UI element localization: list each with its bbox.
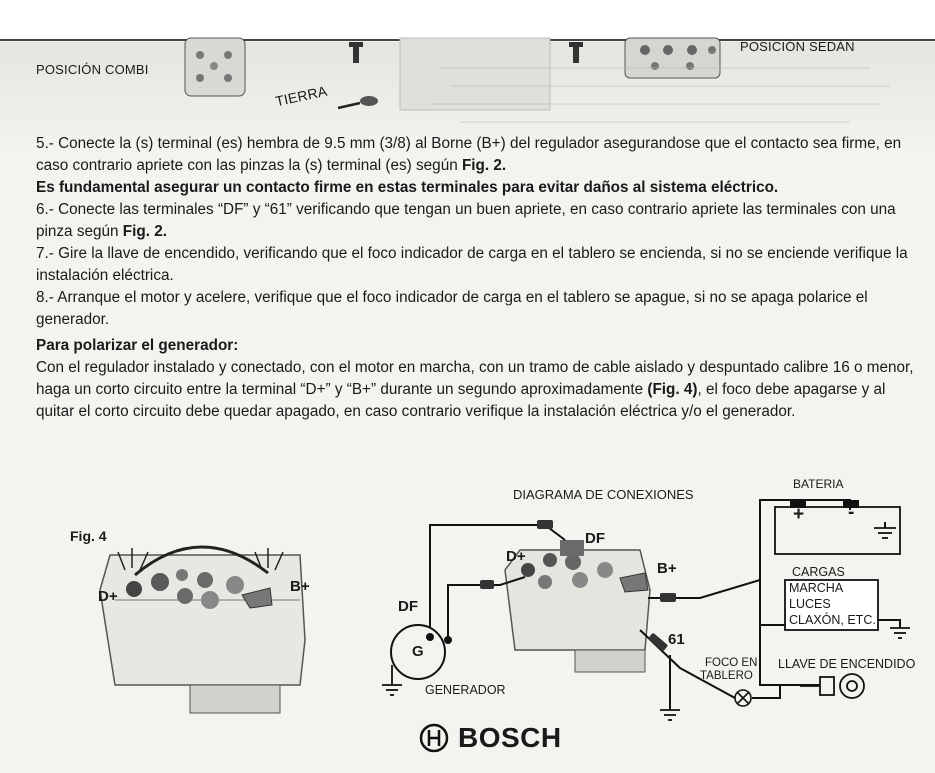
loads-item-3: CLAXÓN, ETC. xyxy=(789,613,876,627)
terminal-61-label: 61 xyxy=(668,631,685,648)
step-7: 7.- Gire la llave de encendido, verificando que el foco indicador de carga en el tablero se encienda, si no se enciende verifique la instalación eléctrica. xyxy=(36,245,908,284)
diagram-regulator-illustration xyxy=(505,540,650,672)
step-5-fig-ref: Fig. 2. xyxy=(461,157,507,174)
dashboard-lamp-label-2: TABLERO xyxy=(700,670,753,682)
dashboard-lamp-label-1: FOCO EN xyxy=(705,657,758,669)
ground-label: TIERRA xyxy=(273,82,329,110)
fig4-bplus-label: B+ xyxy=(290,578,310,595)
generator-g-label: G xyxy=(412,643,424,660)
position-combi-label: POSICIÓN COMBI xyxy=(36,62,149,77)
step-5-warning xyxy=(36,177,916,199)
brand-logo xyxy=(418,722,562,754)
brand-name: BOSCH xyxy=(458,722,562,753)
dashboard-lamp-symbol xyxy=(735,690,751,706)
polarize-text-a: Con el regulador instalado y conectado, con el motor en marcha, con un tramo de cable aislado y despuntado calibre 16 o menor, haga un corto circuito entre la terminal “D+” y “B+” durante un segundo aproximadamente xyxy=(36,359,914,398)
battery-label: BATERIA xyxy=(793,477,844,491)
generator-label: GENERADOR xyxy=(425,683,506,697)
terminal-df-label: DF xyxy=(585,530,605,547)
step-6 xyxy=(36,199,916,243)
battery-plus-label: + xyxy=(793,504,805,525)
step-5-text: 5.- Conecte la (s) terminal (es) hembra de 9.5 mm (3/8) al Borne (B+) del regulador asegurandose que el contacto sea firme, en caso contrario apriete con las pinzas la (s) terminal (es) según xyxy=(36,135,902,174)
generator-df-label: DF xyxy=(398,598,418,615)
diagram-title: DIAGRAMA DE CONEXIONES xyxy=(513,487,694,502)
polarize-heading xyxy=(36,335,916,357)
instructions xyxy=(36,133,916,423)
polarize-instructions xyxy=(36,357,916,423)
bleed-through-texture xyxy=(430,48,900,143)
battery-minus-label: - xyxy=(848,502,855,523)
step-5 xyxy=(36,133,916,177)
ground-symbol-61 xyxy=(660,710,680,720)
polarize-heading-text: Para polarizar el generador: xyxy=(36,337,239,354)
loads-item-1: MARCHA xyxy=(789,581,844,595)
ignition-key-symbol xyxy=(800,674,864,698)
ignition-key-label: LLAVE DE ENCENDIDO xyxy=(778,657,916,671)
loads-title: CARGAS xyxy=(792,565,845,579)
ground-symbol-battery xyxy=(874,524,896,538)
terminal-bplus-label: B+ xyxy=(657,560,677,577)
loads-item-2: LUCES xyxy=(789,597,831,611)
polarize-text-b: , el foco debe apagarse y al quitar el corto circuito debe quedar apagado, en caso contrario verifique la instalación eléctrica y/o el generador. xyxy=(36,381,886,420)
position-sedan-label: POSICIÓN SEDÁN xyxy=(740,39,855,54)
step-6-fig-ref: Fig. 2. xyxy=(122,223,167,240)
fig4-dplus-label: D+ xyxy=(98,588,118,605)
terminal-dplus-label: D+ xyxy=(506,548,526,565)
polarize-fig-ref: (Fig. 4) xyxy=(647,381,698,398)
step-6-text: 6.- Conecte las terminales “DF” y “61” verificando que tengan un buen apriete, en caso contrario apriete las terminales con una pinza según xyxy=(36,201,896,240)
ground-symbol-loads xyxy=(890,628,910,638)
fig4-label: Fig. 4 xyxy=(70,528,107,544)
step-8: 8.- Arranque el motor y acelere, verifique que el foco indicador de carga en el tablero se apague, si no se apaga polarice el generador. xyxy=(36,289,868,328)
bosch-armature-icon xyxy=(418,722,450,754)
step-5-warning-text: Es fundamental asegurar un contacto firme en estas terminales para evitar daños al sistema eléctrico. xyxy=(36,179,779,196)
fig4-regulator-illustration xyxy=(100,547,305,713)
